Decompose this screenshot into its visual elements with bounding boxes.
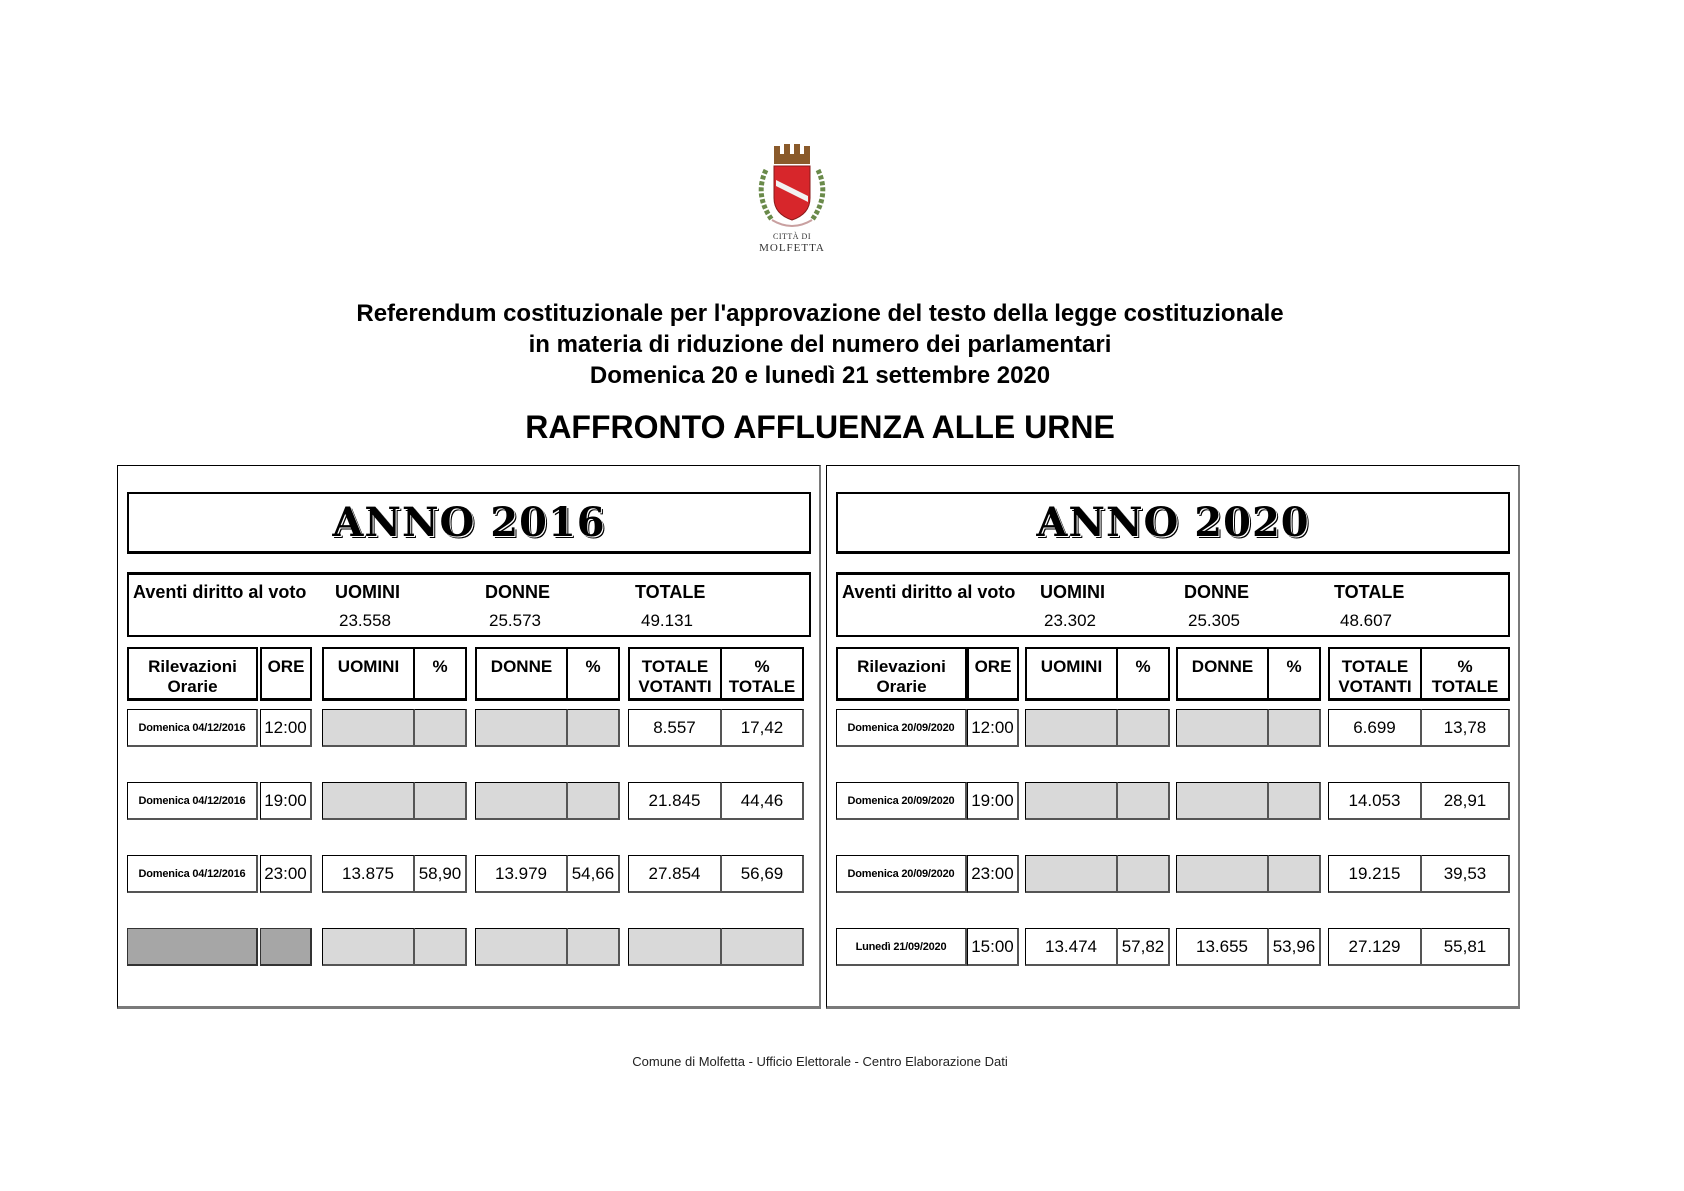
- row-uomini: [322, 855, 415, 893]
- header-pct-uomini-text: %: [432, 657, 448, 676]
- year-banner: [836, 492, 1510, 554]
- row-date: [836, 928, 967, 966]
- header-uomini: [322, 647, 415, 701]
- header-rilevazioni: [836, 647, 967, 701]
- row-pct-donne: [1269, 782, 1321, 820]
- eligible-men-value: 23.558: [339, 611, 391, 630]
- row-pct-totale-value: 44,46: [740, 790, 784, 810]
- row-pct-donne: [568, 782, 620, 820]
- header-totale-votanti: [1328, 647, 1422, 701]
- year-title: ANNO 2020: [1036, 498, 1310, 546]
- eligible-women-label: DONNE: [1184, 582, 1250, 602]
- eligible-total-value: 49.131: [641, 611, 693, 630]
- row-uomini: [322, 928, 415, 966]
- row-ore-value: 19:00: [971, 790, 1014, 810]
- row-pct-donne: [568, 855, 620, 893]
- row-uomini: [1025, 855, 1118, 893]
- row-pct-totale: [1422, 782, 1510, 820]
- subtitle-line-2: in materia di riduzione del numero dei parlamentari: [528, 331, 1112, 358]
- header-uomini-text: UOMINI: [1040, 657, 1103, 676]
- eligible-men-label: UOMINI: [1040, 582, 1105, 602]
- year-title: ANNO 2016: [332, 498, 606, 546]
- row-pct-totale: [722, 782, 804, 820]
- row-ore: [260, 855, 312, 893]
- row-date: [127, 928, 258, 966]
- row-date-value: Domenica 20/09/2020: [847, 867, 955, 880]
- row-totale-votanti-value: 19.215: [1348, 863, 1401, 883]
- row-totale-votanti-value: 21.845: [648, 790, 701, 810]
- row-pct-totale-value: 55,81: [1443, 936, 1487, 956]
- row-donne-value: 13.979: [495, 863, 547, 883]
- row-pct-donne: [568, 709, 620, 747]
- row-pct-donne: [1269, 709, 1321, 747]
- row-pct-totale-value: 28,91: [1443, 790, 1487, 810]
- coat-of-arms-icon: [752, 140, 832, 232]
- row-totale-votanti-value: 8.557: [653, 717, 696, 737]
- header-donne-text: DONNE: [490, 657, 553, 676]
- eligible-women-value: 25.573: [489, 611, 541, 630]
- header-pct-totale: [1422, 647, 1510, 701]
- row-donne: [475, 855, 568, 893]
- header-uomini-text: UOMINI: [337, 657, 400, 676]
- row-donne: [1176, 928, 1269, 966]
- row-date-value: Domenica 20/09/2020: [847, 721, 955, 734]
- eligible-voters-label: Aventi diritto al voto: [133, 582, 307, 602]
- subtitle-line-1: Referendum costituzionale per l'approvazione del testo della legge costituzionale: [356, 300, 1284, 327]
- row-pct-totale: [722, 928, 804, 966]
- row-totale-votanti-value: 14.053: [1348, 790, 1401, 810]
- row-pct-totale-value: 17,42: [740, 717, 784, 737]
- header-donne: [1176, 647, 1269, 701]
- row-pct-totale: [722, 709, 804, 747]
- row-totale-votanti: [1328, 855, 1422, 893]
- page-title: RAFFRONTO AFFLUENZA ALLE URNE: [525, 409, 1115, 445]
- header-pct-totale-text: % TOTALE: [1431, 657, 1499, 696]
- row-uomini-value: 13.875: [342, 863, 394, 883]
- eligible-voters-label: Aventi diritto al voto: [842, 582, 1016, 602]
- eligible-men-label: UOMINI: [335, 582, 400, 602]
- row-ore: [260, 782, 312, 820]
- eligible-men-value: 23.302: [1044, 611, 1096, 630]
- row-pct-totale-value: 39,53: [1443, 863, 1487, 883]
- eligible-voters-box: [127, 572, 811, 637]
- year-banner: [127, 492, 811, 554]
- row-donne: [475, 709, 568, 747]
- row-date-value: Domenica 04/12/2016: [138, 721, 246, 734]
- row-totale-votanti: [1328, 928, 1422, 966]
- header-rilevazioni-text: Rilevazioni Orarie: [857, 657, 946, 696]
- row-date: [127, 709, 258, 747]
- header-ore: [967, 647, 1019, 701]
- row-pct-donne: [568, 928, 620, 966]
- row-uomini-value: 13.474: [1045, 936, 1097, 956]
- row-ore: [260, 709, 312, 747]
- row-ore-value: 15:00: [971, 936, 1014, 956]
- eligible-women-label: DONNE: [485, 582, 551, 602]
- header-pct-donne-text: %: [585, 657, 601, 676]
- row-pct-uomini: [415, 855, 467, 893]
- header-pct-donne: [568, 647, 620, 701]
- row-date-value: Domenica 04/12/2016: [138, 794, 246, 807]
- row-donne: [1176, 782, 1269, 820]
- eligible-voters-box: [836, 572, 1510, 637]
- row-uomini: [1025, 709, 1118, 747]
- header-ore-text: ORE: [974, 657, 1012, 676]
- row-ore-value: 12:00: [971, 717, 1014, 737]
- row-pct-totale: [1422, 709, 1510, 747]
- header-donne: [475, 647, 568, 701]
- crest-caption: [742, 232, 842, 254]
- crest-caption-line1: CITTÀ DI: [773, 232, 811, 241]
- row-uomini: [1025, 782, 1118, 820]
- row-pct-uomini: [1118, 928, 1170, 966]
- row-pct-totale: [1422, 928, 1510, 966]
- row-pct-uomini: [415, 709, 467, 747]
- row-date: [836, 855, 967, 893]
- header-totale-votanti-text: TOTALE VOTANTI: [638, 657, 712, 696]
- row-ore: [967, 709, 1019, 747]
- row-ore: [967, 782, 1019, 820]
- row-pct-uomini: [1118, 782, 1170, 820]
- row-totale-votanti: [628, 709, 722, 747]
- row-pct-donne: [1269, 855, 1321, 893]
- panel-anno-2020: [826, 465, 1520, 1009]
- row-totale-votanti-value: 27.854: [648, 863, 701, 883]
- header-pct-uomini: [415, 647, 467, 701]
- header-totale-votanti: [628, 647, 722, 701]
- eligible-women-value: 25.305: [1188, 611, 1240, 630]
- header-pct-totale: [722, 647, 804, 701]
- row-pct-donne: [1269, 928, 1321, 966]
- header-pct-donne: [1269, 647, 1321, 701]
- row-pct-uomini: [415, 782, 467, 820]
- row-ore-value: 23:00: [264, 863, 307, 883]
- header-pct-uomini-text: %: [1135, 657, 1151, 676]
- row-totale-votanti: [1328, 782, 1422, 820]
- row-date: [836, 709, 967, 747]
- row-pct-donne-value: 53,96: [1272, 936, 1316, 956]
- eligible-total-label: TOTALE: [635, 582, 706, 602]
- header-uomini: [1025, 647, 1118, 701]
- row-donne: [1176, 855, 1269, 893]
- header-ore: [260, 647, 312, 701]
- document-subtitle: [0, 298, 1640, 391]
- row-ore: [967, 855, 1019, 893]
- row-pct-totale-value: 56,69: [740, 863, 784, 883]
- row-pct-totale: [1422, 855, 1510, 893]
- header-pct-uomini: [1118, 647, 1170, 701]
- row-pct-uomini-value: 58,90: [418, 863, 462, 883]
- row-date-value: Lunedì 21/09/2020: [855, 940, 947, 953]
- header-donne-text: DONNE: [1191, 657, 1254, 676]
- row-date: [127, 855, 258, 893]
- row-donne-value: 13.655: [1196, 936, 1248, 956]
- header-rilevazioni: [127, 647, 258, 701]
- row-totale-votanti-value: 6.699: [1353, 717, 1396, 737]
- row-date: [127, 782, 258, 820]
- eligible-total-label: TOTALE: [1334, 582, 1405, 602]
- row-totale-votanti: [628, 855, 722, 893]
- row-donne: [1176, 709, 1269, 747]
- row-ore-value: 19:00: [264, 790, 307, 810]
- row-totale-votanti: [628, 782, 722, 820]
- row-ore: [260, 928, 312, 966]
- row-ore-value: 12:00: [264, 717, 307, 737]
- row-date-value: Domenica 04/12/2016: [138, 867, 246, 880]
- row-date: [836, 782, 967, 820]
- header-pct-donne-text: %: [1286, 657, 1302, 676]
- row-pct-totale-value: 13,78: [1443, 717, 1487, 737]
- row-ore-value: 23:00: [971, 863, 1014, 883]
- crest-caption-line2: MOLFETTA: [759, 242, 825, 254]
- eligible-total-value: 48.607: [1340, 611, 1392, 630]
- row-pct-uomini: [1118, 709, 1170, 747]
- row-totale-votanti-value: 27.129: [1348, 936, 1401, 956]
- subtitle-line-3: Domenica 20 e lunedì 21 settembre 2020: [589, 362, 1051, 389]
- row-ore: [967, 928, 1019, 966]
- header-totale-votanti-text: TOTALE VOTANTI: [1338, 657, 1412, 696]
- header-pct-totale-text: % TOTALE: [728, 657, 796, 696]
- row-donne: [475, 782, 568, 820]
- row-pct-donne-value: 54,66: [571, 863, 615, 883]
- row-pct-uomini: [415, 928, 467, 966]
- row-pct-uomini-value: 57,82: [1121, 936, 1165, 956]
- row-donne: [475, 928, 568, 966]
- panel-anno-2016: [117, 465, 821, 1009]
- row-totale-votanti: [1328, 709, 1422, 747]
- row-pct-uomini: [1118, 855, 1170, 893]
- footer-text: Comune di Molfetta - Ufficio Elettorale - Centro Elaborazione Dati: [632, 1054, 1008, 1069]
- row-uomini: [322, 782, 415, 820]
- header-rilevazioni-text: Rilevazioni Orarie: [148, 657, 237, 696]
- row-totale-votanti: [628, 928, 722, 966]
- row-pct-totale: [722, 855, 804, 893]
- row-uomini: [1025, 928, 1118, 966]
- row-date-value: Domenica 20/09/2020: [847, 794, 955, 807]
- row-uomini: [322, 709, 415, 747]
- header-ore-text: ORE: [267, 657, 305, 676]
